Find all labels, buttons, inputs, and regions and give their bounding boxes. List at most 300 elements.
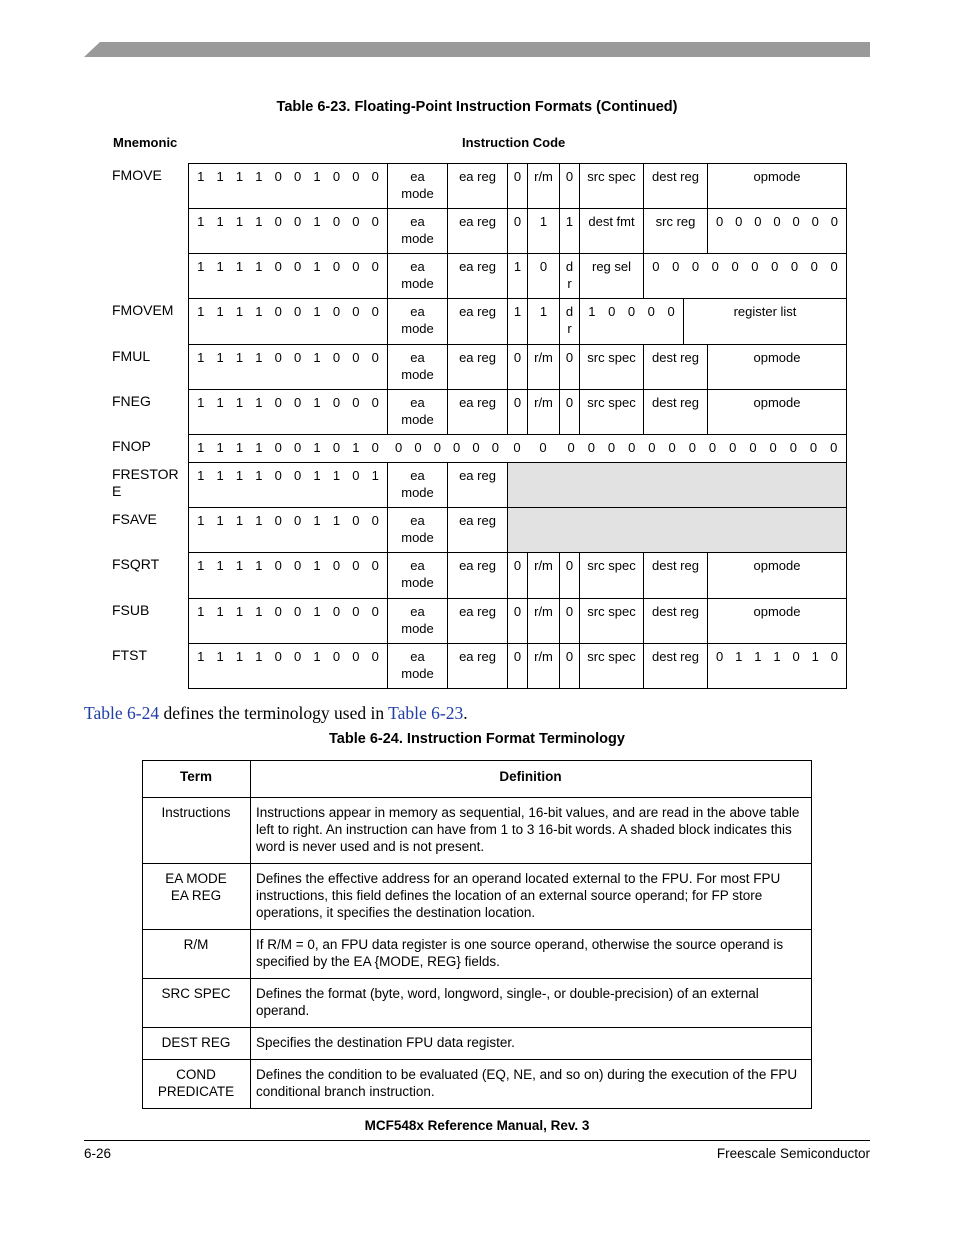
bit-value: 0 (627, 304, 636, 319)
bit-value: 0 (294, 604, 302, 619)
ea-mode-label: ea mode (401, 604, 434, 636)
ea-mode-label: ea mode (401, 468, 434, 500)
opcode-cell (188, 507, 387, 552)
bit-value: 0 (332, 350, 341, 365)
opcode-cell (188, 163, 387, 208)
bit-value: 0 (332, 558, 341, 573)
zero-bits-cell (643, 253, 847, 298)
table-6-23-title: Table 6-23. Floating-Point Instruction Formats (Continued) (276, 99, 678, 115)
ea-reg-label: ea reg (459, 604, 496, 619)
ea-mode-cell (387, 253, 447, 298)
rm-cell (527, 643, 559, 689)
intro-sentence (84, 703, 468, 724)
opcode-cell (188, 208, 387, 253)
bit-value: 0 (771, 259, 779, 274)
bit-cell (527, 298, 559, 344)
table-row (143, 1028, 812, 1060)
mnemonic-fsub: FSUB (112, 602, 150, 618)
instruction-row (188, 389, 847, 434)
bit-value: 0 (769, 440, 777, 455)
bit-value: 0 (294, 558, 302, 573)
ea-reg-cell (447, 507, 507, 552)
bit-value: 1 (216, 604, 224, 619)
ea-mode-label: ea mode (401, 350, 434, 382)
bit-value: 0 (830, 259, 838, 274)
bit-value: 1 (216, 350, 224, 365)
src-spec-cell (579, 344, 643, 389)
bit-value: 0 (539, 259, 548, 274)
bit-value: 1 (216, 558, 224, 573)
bit-value: 0 (453, 440, 461, 455)
ea-mode-cell (387, 598, 447, 643)
bit-value: 0 (414, 440, 422, 455)
bit-value: 0 (294, 440, 302, 455)
bit-value: 0 (652, 259, 660, 274)
instruction-row (188, 434, 847, 462)
dest-fmt-cell (579, 208, 643, 253)
src-spec-cell (579, 163, 643, 208)
bit-value: 0 (332, 440, 341, 455)
bit-value: 0 (294, 304, 302, 319)
bit-value: 1 (216, 169, 224, 184)
ea-mode-label: ea mode (401, 649, 434, 681)
bit-value: 0 (715, 649, 724, 664)
opcode-cell (188, 253, 387, 298)
bit-cell (507, 163, 527, 208)
bit-value: 1 (565, 214, 574, 229)
ea-reg-cell (447, 462, 507, 507)
bit-value: 0 (274, 259, 282, 274)
src-spec-label: src spec (587, 604, 636, 619)
bit-value: 0 (294, 513, 302, 528)
reg-sel-cell (579, 253, 643, 298)
bit-value: 1 (332, 468, 341, 483)
src-spec-label: src spec (587, 169, 636, 184)
bit-value: 0 (513, 350, 522, 365)
dest-reg-cell (643, 643, 707, 689)
bit-value: 1 (313, 214, 321, 229)
definition-cell: Defines the condition to be evaluated (EQ, NE, and so on) during the execution of the FPU conditional branch instruction. (251, 1060, 812, 1109)
bit-value: 1 (197, 214, 205, 229)
bit-value: 0 (708, 440, 717, 455)
bit-value: 1 (255, 649, 263, 664)
bit-value: 0 (751, 259, 759, 274)
table-row (143, 979, 812, 1028)
bit-value: 0 (811, 214, 819, 229)
mnemonic-column-header: Mnemonic (113, 135, 178, 150)
ea-reg-cell (447, 163, 507, 208)
definition-cell: Defines the effective address for an operand located external to the FPU. For most FPU instructions, this field defines the location of an external source operand; for FP store operations, it specifies the destination location. (251, 864, 812, 930)
bit-value: 0 (294, 169, 302, 184)
opcode-bits (189, 439, 387, 456)
bit-value: 0 (274, 440, 282, 455)
rm-label: r/m (534, 604, 553, 619)
bit-value: 0 (371, 259, 379, 274)
dest-reg-label: dest reg (652, 169, 699, 184)
bit-value: 0 (274, 169, 282, 184)
ea-mode-label: ea mode (401, 169, 434, 201)
opcode-bits (189, 394, 387, 411)
bit-value: 1 (216, 304, 224, 319)
bit-value: 0 (332, 259, 341, 274)
bit-value: 0 (294, 468, 302, 483)
bit-cell (507, 253, 527, 298)
bit-value: 0 (371, 558, 379, 573)
bit-value: 0 (513, 214, 522, 229)
term-cell: COND PREDICATE (143, 1060, 251, 1109)
bit-value: 1 (197, 513, 205, 528)
bit-value: 0 (729, 440, 737, 455)
bit-value: 1 (255, 468, 263, 483)
bit-value: 1 (313, 468, 321, 483)
opcode-cell (188, 643, 387, 689)
company-name: Freescale Semiconductor (716, 1146, 870, 1161)
bit-value: 0 (565, 169, 574, 184)
ea-mode-label: ea mode (401, 259, 434, 291)
src-spec-label: src spec (587, 558, 636, 573)
bit-value: 1 (197, 350, 205, 365)
ea-mode-label: ea mode (401, 304, 434, 336)
ea-reg-label: ea reg (459, 513, 496, 528)
bit-value: 0 (294, 395, 302, 410)
bit-value: 1 (313, 395, 321, 410)
bit-value: 0 (565, 350, 574, 365)
opcode-bits (189, 168, 387, 185)
ea-reg-cell (447, 643, 507, 689)
bit-value: 0 (565, 649, 574, 664)
bit-cell (559, 643, 579, 689)
ea-mode-cell (387, 298, 447, 344)
bit-value: 0 (352, 649, 360, 664)
bit-value: 0 (667, 304, 675, 319)
bit-value: 1 (197, 259, 205, 274)
instruction-row (188, 344, 847, 389)
instruction-row (188, 507, 847, 552)
bit-value: 1 (197, 395, 205, 410)
src-reg-label: src reg (655, 214, 696, 229)
bit-cell (507, 389, 527, 434)
bit-value: 0 (332, 214, 341, 229)
rm-cell (527, 344, 559, 389)
zero-bits-cell (707, 208, 847, 253)
bit-cell (527, 253, 559, 298)
bit-value: 0 (830, 440, 838, 455)
table-row (143, 930, 812, 979)
bit-value: 1 (255, 214, 263, 229)
mnemonic-fneg: FNEG (112, 393, 151, 409)
bit-value: 0 (332, 304, 341, 319)
zero-bits-cell (387, 434, 507, 462)
opmode-label: opmode (753, 558, 801, 573)
definition-cell: Specifies the destination FPU data register. (251, 1028, 812, 1060)
intro-period: . (463, 703, 468, 723)
bit-value: 0 (691, 259, 700, 274)
dest-reg-label: dest reg (652, 604, 699, 619)
mnemonic-ftst: FTST (112, 647, 147, 663)
bit-value: 1 (197, 440, 205, 455)
dest-reg-label: dest reg (652, 350, 699, 365)
dr-label: d r (565, 304, 574, 336)
zero-bits (387, 439, 507, 456)
opmode-label: opmode (753, 350, 801, 365)
bit-value: 1 (313, 259, 321, 274)
bit-value: 0 (332, 169, 341, 184)
bit-value: 0 (830, 649, 839, 664)
bit-value: 1 (216, 395, 224, 410)
bit-value: 0 (294, 350, 302, 365)
src-spec-label: src spec (587, 649, 636, 664)
opcode-cell (188, 552, 387, 598)
bit-value: 0 (565, 558, 574, 573)
instruction-row (188, 253, 847, 298)
opmode-label: opmode (753, 604, 801, 619)
opcode-cell (188, 389, 387, 434)
bit-value: 1 (255, 604, 263, 619)
bit-value: 0 (647, 304, 655, 319)
ea-mode-cell (387, 344, 447, 389)
bit-value: 1 (588, 304, 596, 319)
opcode-bits (189, 467, 387, 484)
bit-value: 1 (197, 169, 205, 184)
reg-sel-label: reg sel (591, 259, 632, 274)
register-list-cell (683, 298, 847, 344)
rm-label: r/m (534, 558, 553, 573)
bit-value: 1 (313, 440, 321, 455)
dest-reg-cell (643, 598, 707, 643)
bit-value: 0 (274, 649, 282, 664)
bit-value: 0 (565, 395, 574, 410)
bit-value: 0 (332, 649, 341, 664)
definition-cell: If R/M = 0, an FPU data register is one source operand, otherwise the source operand is specified by the EA {MODE, REG} fields. (251, 930, 812, 979)
src-spec-label: src spec (587, 350, 636, 365)
bit-cell (507, 643, 527, 689)
bit-value: 0 (274, 395, 282, 410)
bit-value: 0 (371, 214, 379, 229)
bit-value: 0 (371, 513, 379, 528)
definition-cell: Instructions appear in memory as sequential, 16-bit values, and are read in the above table left to right. An instruction can have from 1 to 3 16-bit words. A shaded block indicates this word is never used and is not present. (251, 798, 812, 864)
instruction-row (188, 208, 847, 253)
bit-value: 1 (255, 350, 263, 365)
opcode-bits (189, 512, 387, 529)
bit-value: 0 (274, 350, 282, 365)
bit-value: 1 (216, 649, 224, 664)
zero-bits (644, 258, 846, 275)
src-reg-cell (643, 208, 707, 253)
bit-value: 0 (792, 214, 800, 229)
bit-cell (507, 208, 527, 253)
bit-value: 0 (371, 169, 379, 184)
opmode-cell (707, 552, 847, 598)
bit-value: 1 (539, 214, 548, 229)
bit-value: 0 (274, 604, 282, 619)
header-bar (84, 42, 870, 57)
opcode-bits (189, 648, 387, 665)
bit-value: 0 (274, 304, 282, 319)
bit-value: 0 (352, 214, 360, 229)
bit-value: 1 (197, 468, 205, 483)
ea-reg-label: ea reg (459, 395, 496, 410)
dest-reg-label: dest reg (652, 649, 699, 664)
bit-value: 1 (216, 468, 224, 483)
bit-cell (527, 208, 559, 253)
opmode-bits (708, 648, 846, 665)
bit-value: 0 (472, 440, 480, 455)
bit-value: 0 (352, 395, 360, 410)
bit-value: 1 (255, 558, 263, 573)
ea-mode-cell (387, 507, 447, 552)
bit-value: 1 (235, 513, 244, 528)
src-spec-cell (579, 598, 643, 643)
bit-value: 1 (313, 649, 321, 664)
src-spec-cell (579, 643, 643, 689)
bit-value: 1 (197, 604, 205, 619)
manual-title: MCF548x Reference Manual, Rev. 3 (364, 1118, 590, 1133)
bit-value: 1 (235, 395, 244, 410)
opmode-cell (707, 344, 847, 389)
bit-value: 1 (332, 513, 341, 528)
bit-value: 0 (809, 440, 818, 455)
ea-mode-label: ea mode (401, 395, 434, 427)
bit-value: 0 (352, 304, 360, 319)
bit-value: 1 (216, 214, 224, 229)
mnemonic-frestore: FRESTOR E (112, 466, 179, 499)
bit-value: 0 (513, 649, 522, 664)
bit-value: 1 (313, 304, 321, 319)
mode-mask-cell (579, 298, 683, 344)
table-6-24-link[interactable]: Table 6-24 (84, 703, 160, 723)
opcode-cell (188, 598, 387, 643)
bit-value: 1 (255, 259, 263, 274)
bit-value: 0 (395, 440, 403, 455)
bit-value: 0 (608, 304, 616, 319)
bit-value: 0 (371, 440, 379, 455)
ea-mode-cell (387, 208, 447, 253)
bit-value: 0 (274, 468, 282, 483)
term-header: Term (143, 761, 251, 798)
bit-value: 1 (235, 259, 244, 274)
ea-reg-label: ea reg (459, 259, 496, 274)
mnemonic-fnop: FNOP (112, 438, 151, 454)
mnemonic-fsave: FSAVE (112, 511, 157, 527)
opcode-bits (189, 303, 387, 320)
bit-value: 0 (491, 440, 499, 455)
bit-value: 1 (352, 440, 360, 455)
bit-value: 0 (513, 440, 521, 455)
ea-reg-cell (447, 552, 507, 598)
bit-value: 0 (513, 169, 522, 184)
zero-bits (559, 439, 846, 456)
rm-label: r/m (534, 649, 553, 664)
table-row (143, 798, 812, 864)
table-header-row (143, 761, 812, 798)
src-spec-cell (579, 552, 643, 598)
bit-cell (507, 344, 527, 389)
mnemonic-fmul: FMUL (112, 348, 151, 364)
bit-value: 1 (216, 440, 224, 455)
bit-value: 0 (352, 558, 360, 573)
bit-value: 0 (352, 169, 360, 184)
bit-value: 1 (735, 649, 743, 664)
bit-value: 0 (513, 558, 522, 573)
bit-value: 1 (313, 604, 321, 619)
bit-value: 0 (332, 395, 341, 410)
dest-reg-label: dest reg (652, 558, 699, 573)
ea-reg-cell (447, 344, 507, 389)
bit-value: 0 (688, 440, 696, 455)
bit-value: 1 (197, 304, 205, 319)
bit-value: 0 (565, 604, 574, 619)
bit-value: 1 (235, 350, 244, 365)
dr-label: d r (565, 259, 574, 291)
src-spec-cell (579, 389, 643, 434)
unused-shaded-cell (507, 462, 847, 507)
rm-label: r/m (534, 350, 553, 365)
bit-value: 0 (294, 214, 302, 229)
opmode-label: opmode (753, 169, 801, 184)
bit-value: 0 (672, 259, 680, 274)
opmode-cell (707, 389, 847, 434)
bit-value: 1 (235, 304, 244, 319)
ea-reg-cell (447, 253, 507, 298)
ea-mode-cell (387, 389, 447, 434)
bit-value: 1 (811, 649, 819, 664)
instruction-row (188, 552, 847, 598)
dest-reg-cell (643, 344, 707, 389)
opmode-cell (707, 598, 847, 643)
bit-value: 0 (371, 649, 379, 664)
table-row (143, 1060, 812, 1109)
bit-value: 0 (352, 513, 360, 528)
mnemonic-fmove: FMOVE (112, 167, 162, 183)
src-spec-label: src spec (587, 395, 636, 410)
bit-cell (559, 344, 579, 389)
ea-reg-label: ea reg (459, 558, 496, 573)
bit-value: 0 (371, 304, 379, 319)
bit-value: 0 (628, 440, 636, 455)
bit-value: 0 (810, 259, 818, 274)
ea-reg-cell (447, 208, 507, 253)
bit-value: 0 (274, 558, 282, 573)
term-cell: DEST REG (143, 1028, 251, 1060)
zero-bits-cell (559, 434, 847, 462)
bit-value: 1 (773, 649, 781, 664)
bit-cell (559, 163, 579, 208)
bit-value: 0 (294, 259, 302, 274)
bit-value: 0 (668, 440, 676, 455)
opcode-cell (188, 462, 387, 507)
bit-value: 0 (789, 440, 797, 455)
bit-cell (559, 598, 579, 643)
ea-reg-label: ea reg (459, 169, 496, 184)
bit-value: 1 (754, 649, 762, 664)
opcode-bits (189, 349, 387, 366)
opcode-bits (189, 258, 387, 275)
ea-reg-label: ea reg (459, 350, 496, 365)
table-6-23-link[interactable]: Table 6-23 (388, 703, 464, 723)
ea-mode-cell (387, 643, 447, 689)
bit-value: 0 (567, 440, 575, 455)
opcode-bits (189, 557, 387, 574)
ea-reg-cell (447, 298, 507, 344)
term-cell: Instructions (143, 798, 251, 864)
zero-bits (708, 213, 846, 230)
term-cell: SRC SPEC (143, 979, 251, 1028)
bit-value: 0 (352, 604, 360, 619)
bit-value: 1 (255, 304, 263, 319)
bit-cell (507, 598, 527, 643)
bit-value: 0 (790, 259, 799, 274)
ea-mode-cell (387, 163, 447, 208)
